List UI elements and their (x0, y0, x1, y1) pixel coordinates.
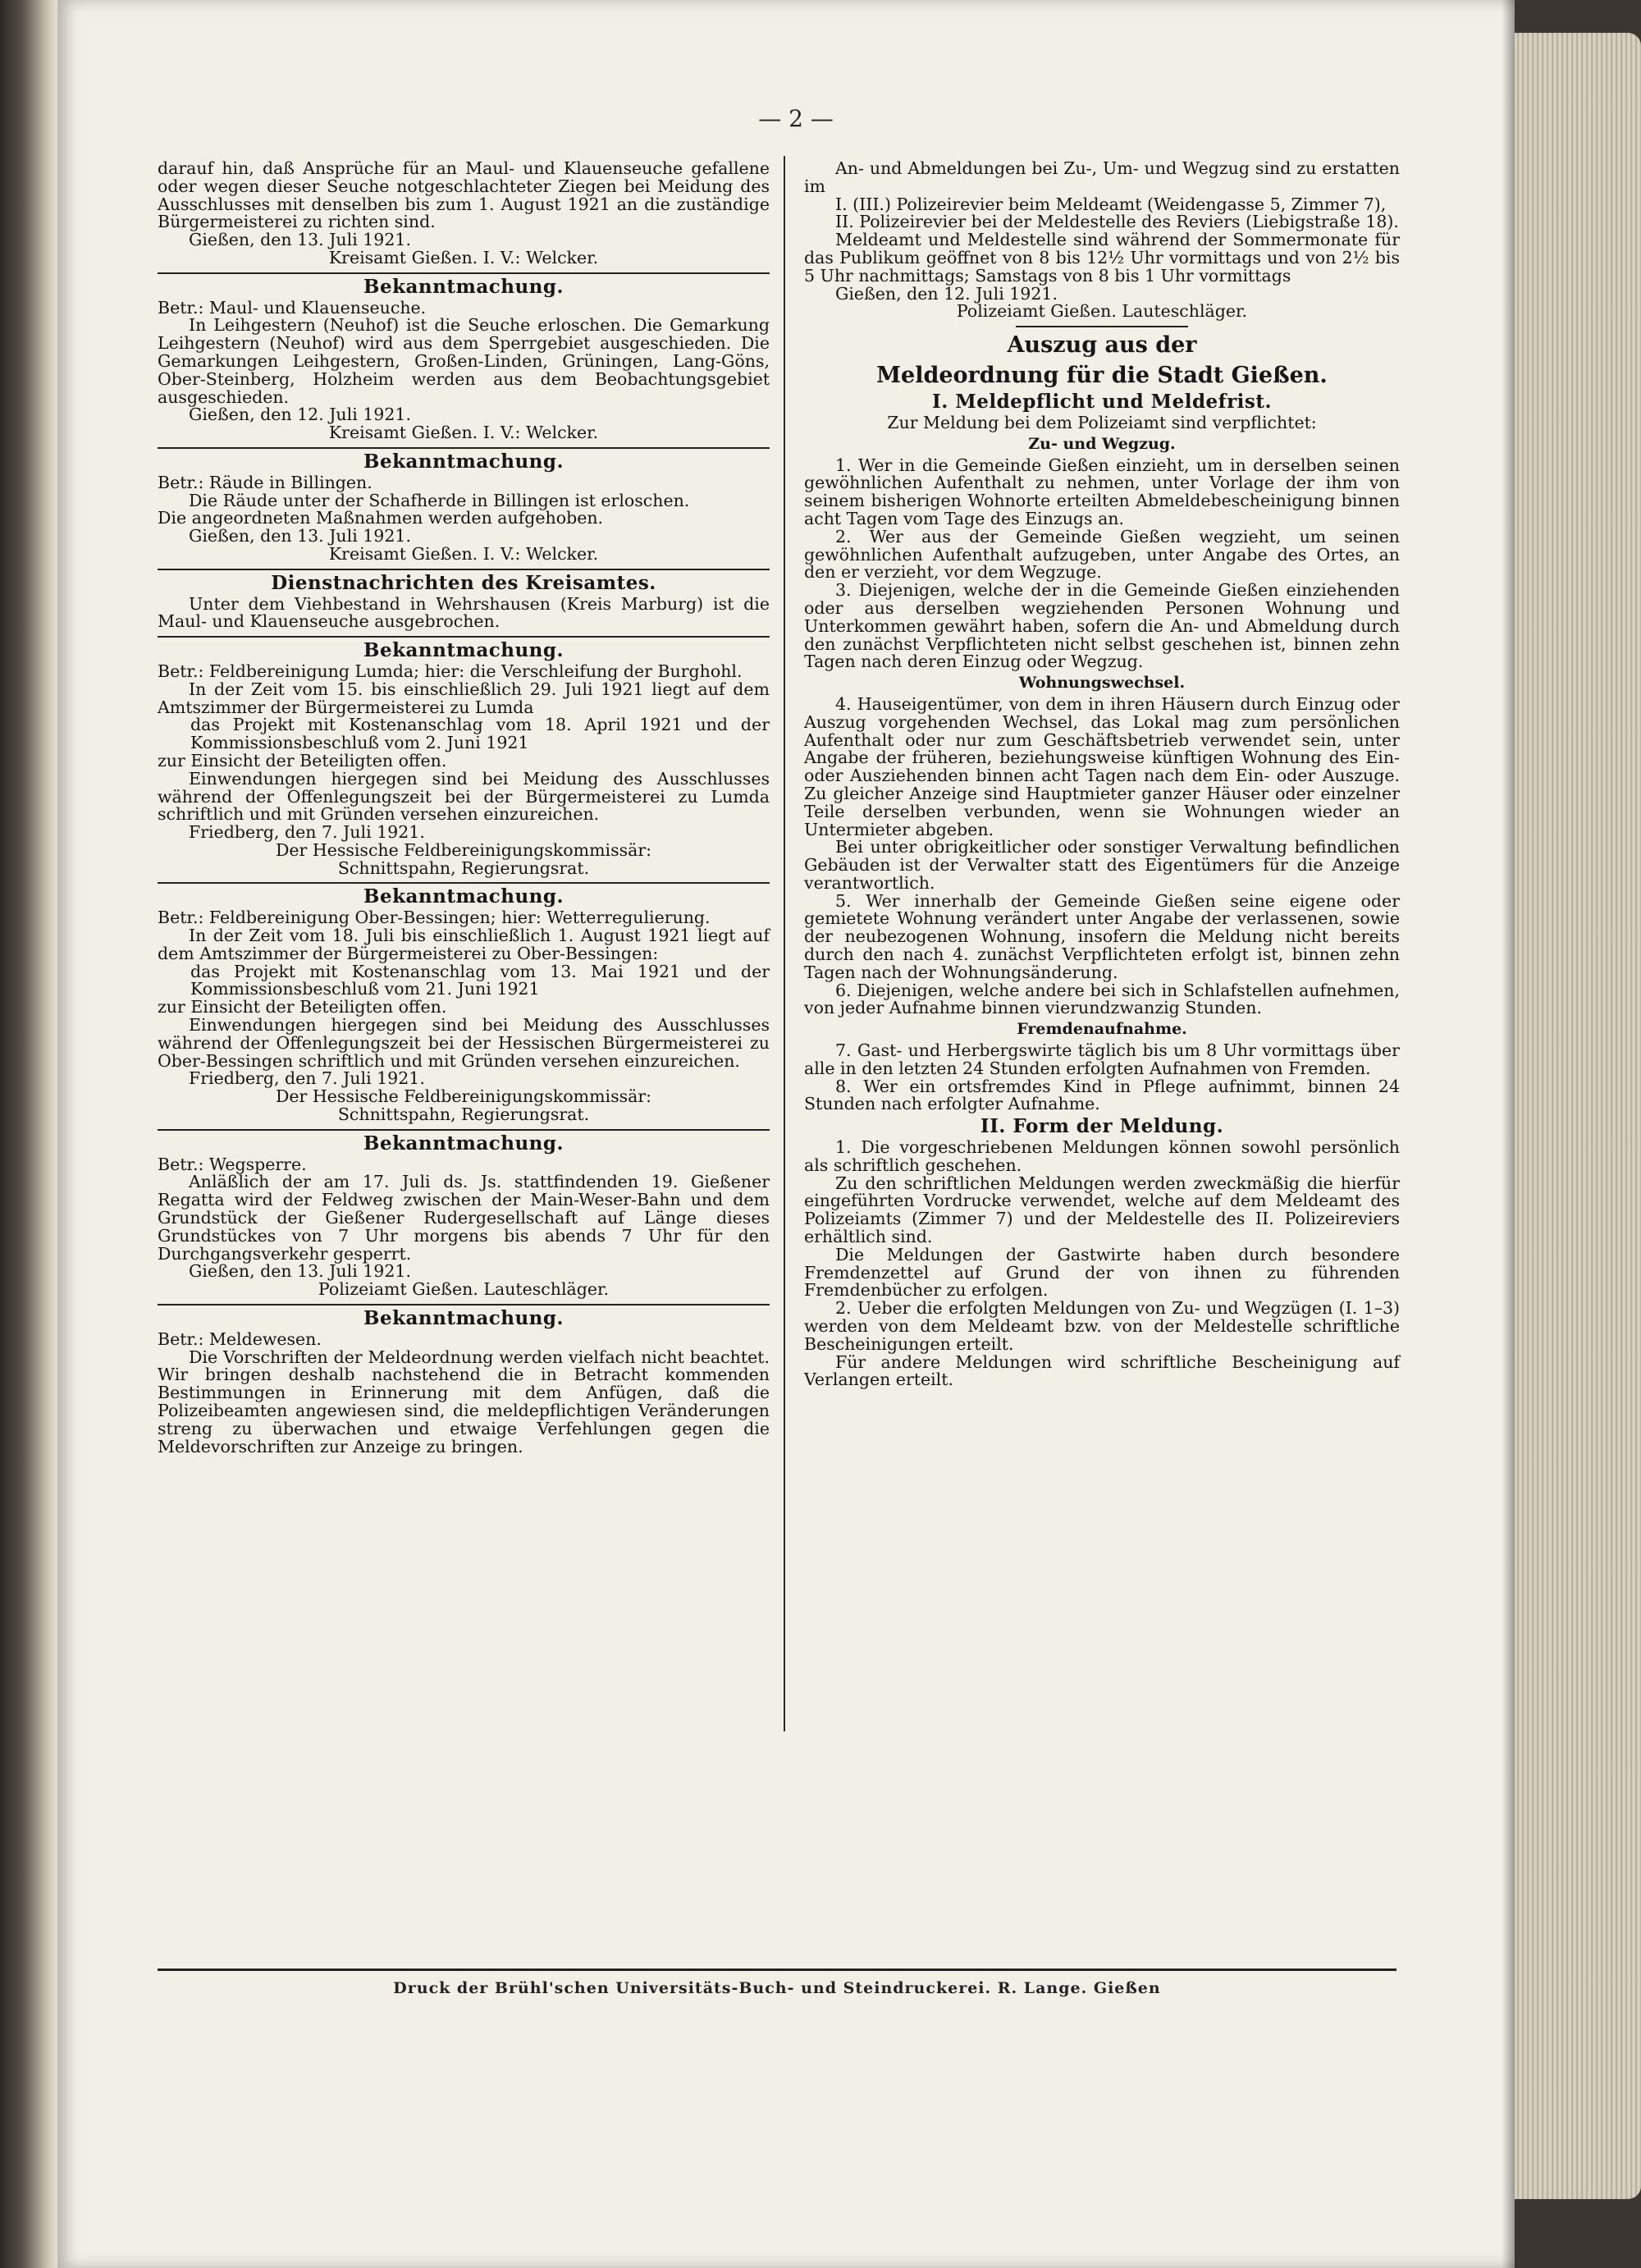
list-item: I. (III.) Polizeirevier beim Meldeamt (Weidengasse 5, Zimmer 7), (835, 194, 1387, 214)
divider-rule (158, 1129, 770, 1131)
section-heading: II. Form der Meldung. (980, 1115, 1224, 1138)
divider-rule (158, 447, 770, 449)
notice-body: zur Einsicht der Beteiligten offen. (158, 750, 447, 770)
notice-date: Gießen, den 12. Juli 1921. (835, 283, 1058, 304)
list-item: II. Polizeirevier bei der Meldestelle des Reviers (Liebigstraße 18). (835, 212, 1399, 232)
notice-body: In der Zeit vom 18. Juli bis einschließlich 1. August 1921 liegt auf dem Amtszimmer der Bürgermeisterei zu Ober-Bessingen: (158, 926, 770, 963)
paragraph: 2. Wer aus der Gemeinde Gießen wegzieht, um seinen gewöhnlichen Aufenthalt aufzugeben, unter Angabe des Ortes, an den er verzieht, vor dem Wegzuge. (804, 526, 1400, 583)
notice-date: Gießen, den 13. Juli 1921. (189, 526, 411, 546)
notice-title: Dienstnachrichten des Kreisamtes. (271, 571, 656, 594)
notice-signature: Der Hessische Feldbereinigungskommissär: (275, 839, 652, 860)
paragraph: Zu den schriftlichen Meldungen werden zweckmäßig die hierfür eingeführten Vordrucke verwendet, welche auf dem Meldeamt des Polizeiamts (Zimmer 7) und der Meldestelle des II. Polizeireviers erhältlich sind. (804, 1173, 1400, 1247)
notice-maul-klauenseuche (158, 275, 770, 443)
notice-signature: Polizeiamt Gießen. Lauteschläger. (956, 301, 1248, 322)
divider-rule (158, 1304, 770, 1305)
notice-feldbereinigung-ober-bessingen (158, 885, 770, 1125)
notice-subject: Betr.: Wegsperre. (158, 1154, 307, 1174)
notice-body: Die Vorschriften der Meldeordnung werden vielfach nicht beachtet. Wir bringen deshalb nachstehend die in Betracht kommenden Bestimmungen in Erinnerung mit dem Anfügen, daß die Polizeibeamten angewiesen sind, die meldepflichtigen Veränderungen streng zu überwachen und etwaige Verfehlungen gegen die Meldevorschriften zur Anzeige zu bringen. (158, 1347, 770, 1456)
notice-dienstnachrichten (158, 571, 770, 632)
meldeordnung-excerpt (804, 332, 1400, 1389)
paragraph: 4. Hauseigentümer, von dem in ihren Häusern durch Einzug oder Auszug vorgehenden Wechsel, das Lokal mag zum persönlichen Aufenthalt oder nur zum Geschäftsbetrieb verwendet sein, unter Angabe der früheren, beziehungsweise künftigen Wohnung des Ein- oder Ausziehenden binnen acht Tagen nach dem Ein- oder Auszuge. Zu gleicher Anzeige sind Hauptmieter ganzer Häuser oder einzelner Teile derselben verbunden, wenn sie Wohnungen wieder an Untermieter abgeben. (804, 693, 1400, 839)
notice-subject: Betr.: Maul- und Klauenseuche. (158, 297, 427, 318)
notice-title: Bekanntmachung. (363, 1307, 564, 1330)
notice-date: Friedberg, den 7. Juli 1921. (189, 1068, 425, 1089)
notice-subject: Betr.: Feldbereinigung Lumda; hier: die Verschleifung der Burghohl. (158, 661, 743, 681)
notice-body: Meldeamt und Meldestelle sind während der Sommermonate für das Publikum geöffnet von 8 bis 12½ Uhr vormittags und von 2½ bis 5 Uhr nachmittags; Samstags von 8 bis 1 Uhr vormittags (804, 230, 1400, 286)
notice-signature: Der Hessische Feldbereinigungskommissär: (275, 1086, 652, 1107)
notice-meldewesen (158, 1307, 770, 1456)
book-page-edges (1515, 33, 1641, 2199)
notice-feldbereinigung-lumda (158, 639, 770, 878)
notice-title: Bekanntmachung. (363, 275, 564, 298)
notice-title: Bekanntmachung. (363, 450, 564, 473)
notice-title: Bekanntmachung. (363, 639, 564, 662)
section-title: Meldeordnung für die Stadt Gießen. (876, 363, 1328, 389)
printer-imprint: Druck der Brühl'schen Universitäts-Buch- und Steindruckerei. R. Lange. Gießen (393, 1979, 1161, 1997)
divider-rule (158, 882, 770, 884)
notice-wegsperre (158, 1132, 770, 1300)
paragraph: 6. Diejenigen, welche andere bei sich in Schlafstellen aufnehmen, von jeder Aufnahme binnen vierundzwanzig Stunden. (804, 980, 1400, 1018)
subheading: Fremdenaufnahme. (1017, 1020, 1187, 1039)
notice-body: das Projekt mit Kostenanschlag vom 13. Mai 1921 und der Kommissionsbeschluß vom 21. Juni 1921 (190, 961, 770, 999)
notice-meldestellen (804, 160, 1400, 321)
paragraph: 1. Wer in die Gemeinde Gießen einzieht, um in derselben seinen gewöhnlichen Aufenthalt zu nehmen, unter Vorlage der ihm von seinem bisherigen Wohnorte erteilten Abmeldebescheinigung binnen acht Tagen vom Tage des Einzugs an. (804, 455, 1400, 528)
notice-body: zur Einsicht der Beteiligten offen. (158, 997, 447, 1017)
notice-body: Anläßlich der am 17. Juli ds. Js. stattfindenden 19. Gießener Regatta wird der Feldweg zwischen der Main-Weser-Bahn und dem Grundstück der Gießener Rudergesellschaft auf Länge dieses Grundstückes von 7 Uhr morgens bis abends 7 Uhr für den Durchgangsverkehr gesperrt. (158, 1172, 770, 1264)
subheading: Zu- und Wegzug. (1028, 434, 1176, 453)
paragraph: 8. Wer ein ortsfremdes Kind in Pflege aufnimmt, binnen 24 Stunden nach erfolgter Aufnahme. (804, 1076, 1400, 1114)
paragraph: 3. Diejenigen, welche der in die Gemeinde Gießen einziehenden oder aus derselben wegziehenden Personen Wohnung und Unterkommen gewährt haben, sofern die An- und Abmeldung durch den zunächst Verpflichteten nicht selbst geschehen ist, binnen zehn Tagen nach deren Einzug oder Wegzug. (804, 580, 1400, 672)
notice-date: Gießen, den 12. Juli 1921. (189, 405, 411, 425)
paragraph: 5. Wer innerhalb der Gemeinde Gießen seine eigene oder gemietete Wohnung verändert unter Angabe der verlassenen, sowie der neubezogenen Wohnung, insofern die Meldung nicht bereits durch den nach 4. zunächst Verpflichteten erfolgt ist, binnen zehn Tagen nach der Wohnungsänderung. (804, 890, 1400, 982)
column-divider (784, 156, 785, 1731)
notice-date: Gießen, den 13. Juli 1921. (189, 230, 411, 250)
notice-title: Bekanntmachung. (363, 885, 564, 908)
divider-rule (158, 636, 770, 638)
notice-subject: Betr.: Räude in Billingen. (158, 472, 373, 492)
page-shadow (1502, 0, 1515, 2268)
divider-rule (158, 569, 770, 570)
paragraph: Für andere Meldungen wird schriftliche Bescheinigung auf Verlangen erteilt. (804, 1351, 1400, 1390)
section-heading: I. Meldepflicht und Meldefrist. (931, 391, 1273, 414)
right-column (804, 160, 1400, 1389)
notice-body: Die Räude unter der Schafherde in Billingen ist erloschen. (189, 490, 690, 510)
notice-raeude (158, 450, 770, 564)
paragraph: 1. Die vorgeschriebenen Meldungen können sowohl persönlich als schriftlich geschehen. (804, 1137, 1400, 1175)
notice-signature: Schnittspahn, Regierungsrat. (337, 857, 590, 878)
section-title: Auszug aus der (1007, 332, 1197, 359)
section-intro: Zur Meldung bei dem Polizeiamt sind verpflichtet: (887, 412, 1317, 432)
divider-rule (158, 272, 770, 274)
notice-body: Die angeordneten Maßnahmen werden aufgehoben. (158, 508, 604, 528)
paragraph: Die Meldungen der Gastwirte haben durch besondere Fremdenzettel auf Grund der von ihnen zu führenden Fremdenbücher zu erfolgen. (804, 1244, 1400, 1301)
notice-signature: Kreisamt Gießen. I. V.: Welcker. (328, 543, 599, 564)
subheading: Wohnungswechsel. (1018, 674, 1186, 693)
notice-body: An- und Abmeldungen bei Zu-, Um- und Wegzug sind zu erstatten im (804, 158, 1400, 196)
notice-signature: Kreisamt Gießen. I. V.: Welcker. (328, 423, 599, 443)
notice-signature: Kreisamt Gießen. I. V.: Welcker. (328, 247, 599, 267)
notice-body: darauf hin, daß Ansprüche für an Maul- und Klauenseuche gefallene oder wegen dieser Seuche notgeschlachteter Ziegen bei Meidung des Ausschlusses mit denselben bis zum 1. August 1921 an die zuständige Bürgermeisterei zu richten sind. (158, 158, 770, 232)
notice-body: Einwendungen hiergegen sind bei Meidung des Ausschlusses während der Offenlegungszeit bei der Hessischen Bürgermeisterei zu Ober-Bessingen schriftlich und mit Gründen versehen einzureichen. (158, 1015, 770, 1071)
notice-signature: Polizeiamt Gießen. Lauteschläger. (318, 1279, 610, 1300)
notice-body: In der Zeit vom 15. bis einschließlich 29. Juli 1921 liegt auf dem Amtszimmer der Bürgermeisterei zu Lumda (158, 679, 770, 717)
divider-rule (1016, 326, 1188, 327)
page-number: — 2 — (758, 105, 834, 132)
notice-body: In Leihgestern (Neuhof) ist die Seuche erloschen. Die Gemarkung Leihgestern (Neuhof) wird aus dem Sperrgebiet ausgeschieden. Die Gemarkungen Leihgestern, Großen-Linden, Grüningen, Lang-Göns, Ober-Steinberg, Holzheim werden aus dem Beobachtungsgebiet ausgeschieden. (158, 315, 770, 407)
notice-subject: Betr.: Feldbereinigung Ober-Bessingen; hier: Wetterregulierung. (158, 908, 711, 928)
notice-continued (158, 160, 770, 267)
paragraph: 2. Ueber die erfolgten Meldungen von Zu- und Wegzügen (I. 1–3) werden von dem Meldeamt bzw. von der Meldestelle schriftliche Bescheinigungen erteilt. (804, 1298, 1400, 1354)
paragraph: Bei unter obrigkeitlicher oder sonstiger Verwaltung befindlichen Gebäuden ist der Verwalter statt des Eigentümers für die Anzeige verantwortlich. (804, 837, 1400, 893)
notice-signature: Schnittspahn, Regierungsrat. (337, 1104, 590, 1125)
notice-body: Einwendungen hiergegen sind bei Meidung des Ausschlusses während der Offenlegungszeit bei der Bürgermeisterei zu Lumda schriftlich und mit Gründen versehen einzureichen. (158, 768, 770, 825)
notice-title: Bekanntmachung. (363, 1132, 564, 1155)
notice-body: Unter dem Viehbestand in Wehrshausen (Kreis Marburg) ist die Maul- und Klauenseuche ausgebrochen. (158, 593, 770, 632)
footer-rule (158, 1968, 1396, 1971)
book-binding-left (0, 0, 57, 2268)
paragraph: 7. Gast- und Herbergswirte täglich bis um 8 Uhr vormittags über alle in den letzten 24 Stunden erfolgten Aufnahmen von Fremden. (804, 1040, 1400, 1078)
notice-date: Friedberg, den 7. Juli 1921. (189, 822, 425, 843)
notice-date: Gießen, den 13. Juli 1921. (189, 1261, 411, 1282)
left-column (158, 160, 770, 1456)
notice-subject: Betr.: Meldewesen. (158, 1328, 322, 1349)
notice-body: das Projekt mit Kostenanschlag vom 18. April 1921 und der Kommissionsbeschluß vom 2. Juni 1921 (190, 715, 770, 753)
